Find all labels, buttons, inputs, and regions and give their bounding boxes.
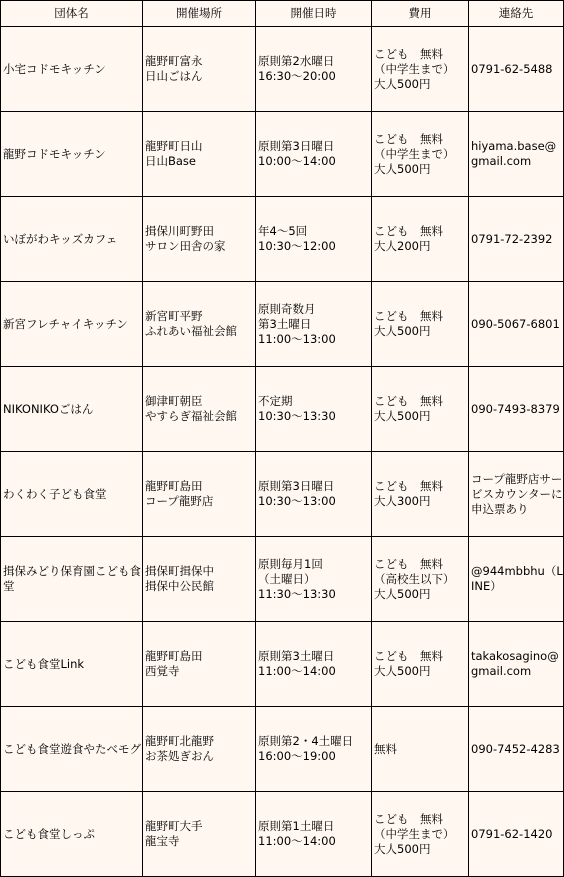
time-line: 10:30～13:30 — [258, 409, 336, 423]
cost-line: （中学生まで） — [374, 146, 455, 161]
place-line: やすらぎ福祉会館 — [145, 409, 237, 423]
cost-line: 大人200円 — [374, 239, 431, 253]
group-name-cell — [1, 622, 143, 707]
time-cell — [256, 452, 372, 537]
table-row — [1, 197, 564, 282]
place-line: コープ龍野店 — [145, 494, 214, 508]
contact-cell — [469, 622, 564, 707]
group-name-cell — [1, 537, 143, 622]
place-line: サロン田舎の家 — [145, 239, 226, 253]
time-line: 年4～5回 — [258, 224, 308, 238]
group-name-cell — [1, 367, 143, 452]
cost-cell — [372, 282, 469, 367]
group-name-cell — [1, 112, 143, 197]
header-time: 開催日時 — [256, 1, 372, 27]
group-name: 新宮フレチャイキッチン — [3, 316, 128, 331]
place-cell — [143, 197, 256, 282]
cost-cell — [372, 452, 469, 537]
time-line: 11:00～14:00 — [258, 834, 336, 848]
cost-line: こども 無料 — [374, 309, 443, 323]
contact-cell — [469, 707, 564, 792]
time-line: 原則第1土曜日 — [258, 819, 335, 833]
cost-cell — [372, 27, 469, 112]
cost-line: 大人500円 — [374, 841, 431, 856]
place-line: 揖保川町野田 — [145, 224, 214, 238]
table-row — [1, 367, 564, 452]
time-line: 不定期 — [258, 394, 293, 408]
group-name-cell — [1, 452, 143, 537]
table-row — [1, 452, 564, 537]
contact-info: 090-5067-6801 — [471, 316, 560, 331]
group-name: いぼがわキッズカフェ — [3, 231, 118, 246]
cost-line: 大人500円 — [374, 409, 431, 423]
header-cost: 費用 — [372, 1, 469, 27]
cost-line: 無料 — [374, 741, 397, 756]
cost-line: 大人500円 — [374, 161, 431, 176]
header-place: 開催場所 — [143, 1, 256, 27]
table-body — [1, 27, 564, 877]
time-cell — [256, 367, 372, 452]
time-line: 原則第2水曜日 — [258, 54, 335, 68]
time-cell — [256, 197, 372, 282]
contact-info: 0791-62-5488 — [471, 61, 553, 76]
table-row — [1, 622, 564, 707]
place-line: 龍野町日山 — [145, 139, 203, 153]
cost-line: こども 無料 — [374, 649, 443, 663]
time-cell — [256, 537, 372, 622]
time-cell — [256, 792, 372, 877]
place-cell — [143, 112, 256, 197]
place-cell — [143, 622, 256, 707]
place-line: 龍野町島田 — [145, 649, 203, 663]
table-row — [1, 707, 564, 792]
place-line: 揖保町揖保中 — [145, 564, 214, 578]
contact-cell — [469, 367, 564, 452]
cost-cell — [372, 537, 469, 622]
contact-cell — [469, 537, 564, 622]
contact-info: 090-7493-8379 — [471, 401, 560, 416]
place-cell — [143, 792, 256, 877]
cost-line: こども 無料 — [374, 131, 443, 146]
contact-cell — [469, 282, 564, 367]
contact-info: takakosagino@gmail.com — [471, 649, 559, 678]
cost-line: 大人500円 — [374, 664, 431, 678]
group-name-cell — [1, 282, 143, 367]
time-line: 10:00～14:00 — [258, 154, 336, 168]
group-name: 小宅コドモキッチン — [3, 61, 106, 76]
cost-cell — [372, 792, 469, 877]
group-name-cell — [1, 197, 143, 282]
cost-cell — [372, 112, 469, 197]
place-line: 御津町朝臣 — [145, 394, 203, 408]
header-name: 団体名 — [1, 1, 143, 27]
contact-info: hiyama.base@gmail.com — [471, 139, 557, 168]
cost-line: こども 無料 — [374, 46, 443, 61]
cost-cell — [372, 622, 469, 707]
table-row — [1, 27, 564, 112]
group-name: NIKONIKOごはん — [3, 401, 94, 416]
time-line: 11:30～13:30 — [258, 586, 336, 601]
place-cell — [143, 282, 256, 367]
cost-line: こども 無料 — [374, 556, 443, 571]
time-line: 11:00～14:00 — [258, 664, 336, 678]
time-line: 原則第2・4土曜日 — [258, 734, 354, 748]
time-line: 10:30～12:00 — [258, 239, 336, 253]
place-line: 龍野町北龍野 — [145, 734, 214, 748]
group-name: 龍野コドモキッチン — [3, 146, 106, 161]
contact-cell — [469, 112, 564, 197]
header-contact: 連絡先 — [469, 1, 564, 27]
place-cell — [143, 367, 256, 452]
cost-cell — [372, 707, 469, 792]
place-line: 新宮町平野 — [145, 309, 203, 323]
place-line: 龍宝寺 — [145, 834, 180, 848]
cost-line: （中学生まで） — [374, 826, 455, 841]
contact-info: 0791-62-1420 — [471, 826, 553, 841]
place-line: 龍野町島田 — [145, 479, 203, 493]
group-name: わくわく子ども食堂 — [3, 486, 107, 501]
time-cell — [256, 282, 372, 367]
time-line: 原則第3日曜日 — [258, 139, 335, 153]
cost-cell — [372, 197, 469, 282]
cost-line: 大人500円 — [374, 586, 431, 601]
table-row — [1, 792, 564, 877]
cost-line: 大人500円 — [374, 324, 431, 338]
group-name: こども食堂Link — [3, 656, 85, 671]
group-name: こども食堂しっぷ — [3, 826, 95, 841]
place-line: 日山ごはん — [145, 69, 203, 83]
place-line: 龍野町大手 — [145, 819, 203, 833]
time-line: 10:30～13:00 — [258, 494, 336, 508]
cost-line: こども 無料 — [374, 224, 443, 238]
place-line: 西覚寺 — [145, 664, 180, 678]
contact-info: @944mbbhu（LINE） — [471, 564, 563, 593]
contact-cell — [469, 452, 564, 537]
place-cell — [143, 27, 256, 112]
place-line: ふれあい福祉会館 — [145, 324, 237, 338]
cost-line: こども 無料 — [374, 479, 443, 493]
table-row — [1, 112, 564, 197]
time-cell — [256, 112, 372, 197]
contact-cell — [469, 197, 564, 282]
group-name-cell — [1, 27, 143, 112]
time-line: 16:00～19:00 — [258, 749, 336, 763]
place-cell — [143, 707, 256, 792]
place-cell — [143, 452, 256, 537]
time-line: （土曜日） — [258, 571, 316, 586]
contact-info: コープ龍野店サービスカウンターに申込票あり — [471, 471, 563, 516]
contact-info: 0791-72-2392 — [471, 231, 553, 246]
time-cell — [256, 707, 372, 792]
header-row — [1, 1, 564, 27]
cost-line: （中学生まで） — [374, 61, 455, 76]
time-line: 原則毎月1回 — [258, 556, 323, 571]
cost-line: （高校生以下） — [374, 571, 455, 586]
contact-cell — [469, 792, 564, 877]
table-row — [1, 537, 564, 622]
place-line: 日山Base — [145, 154, 197, 168]
contact-cell — [469, 27, 564, 112]
place-line: 揖保中公民館 — [145, 579, 214, 593]
group-name: 揖保みどり保育園こども食堂 — [3, 564, 141, 593]
group-name-cell — [1, 707, 143, 792]
group-name: こども食堂遊食やたべモグ — [3, 741, 141, 756]
time-line: 第3土曜日 — [258, 316, 312, 331]
cost-line: 大人300円 — [374, 494, 431, 508]
cost-line: こども 無料 — [374, 811, 443, 826]
time-cell — [256, 622, 372, 707]
place-line: 龍野町富永 — [145, 54, 203, 68]
time-cell — [256, 27, 372, 112]
cost-line: 大人500円 — [374, 76, 431, 91]
place-cell — [143, 537, 256, 622]
cost-cell — [372, 367, 469, 452]
contact-info: 090-7452-4283 — [471, 741, 560, 756]
time-line: 原則奇数月 — [258, 301, 316, 316]
time-line: 16:30～20:00 — [258, 69, 336, 83]
group-name-cell — [1, 792, 143, 877]
time-line: 原則第3土曜日 — [258, 649, 335, 663]
cost-line: こども 無料 — [374, 394, 443, 408]
place-line: お茶処ぎおん — [145, 749, 214, 763]
time-line: 原則第3日曜日 — [258, 479, 335, 493]
table-row — [1, 282, 564, 367]
time-line: 11:00～13:00 — [258, 331, 336, 346]
